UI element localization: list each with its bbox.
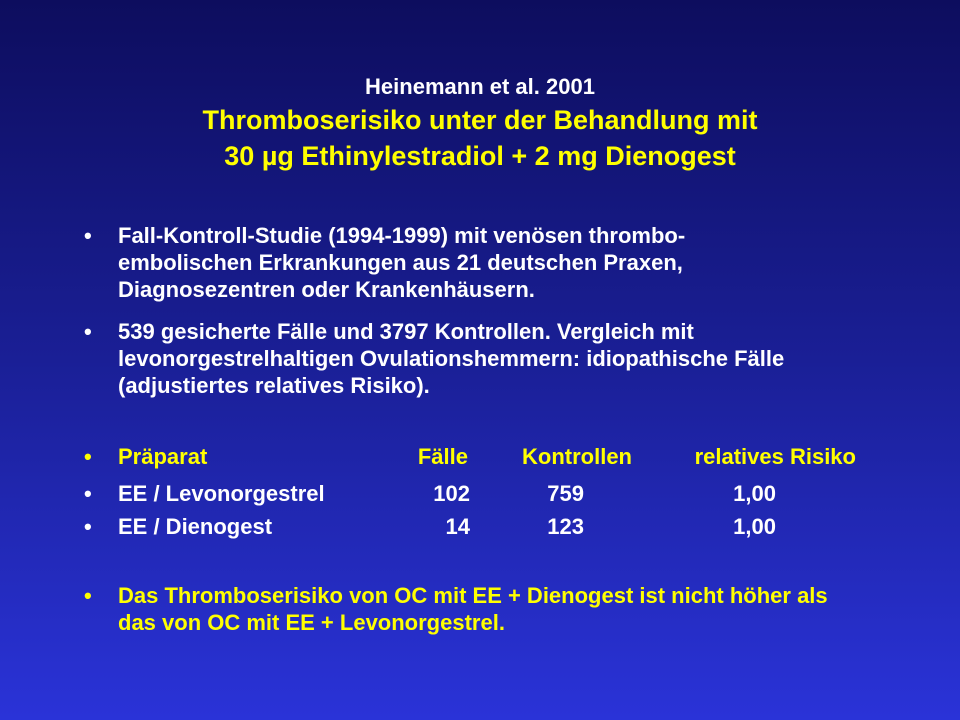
cell-kontrollen: 759 <box>547 481 584 506</box>
table-row <box>84 512 884 542</box>
bullet-text: 539 gesicherte Fälle und 3797 Kontrollen. Vergleich mit levonorgestrelhaltigen Ovulationshemmern: idiopathische Fälle (adjustiertes relatives Risiko). <box>118 319 785 398</box>
bullet-dot: • <box>84 223 92 248</box>
title-block <box>0 72 960 174</box>
title-author: Heinemann et al. 2001 <box>365 74 595 99</box>
table-header-row <box>84 442 884 472</box>
bullet-text: Fall-Kontroll-Studie (1994-1999) mit venösen thrombo-embolischen Erkrankungen aus 21 deutschen Praxen, Diagnosezentren oder Krankenhäusern. <box>118 223 686 302</box>
bullet-conclusion <box>84 582 884 636</box>
cell-praeparat: EE / Dienogest <box>118 514 273 539</box>
cell-relatives-risiko: 1,00 <box>733 481 776 506</box>
header-praeparat: Präparat <box>118 444 208 469</box>
cell-relatives-risiko: 1,00 <box>733 514 776 539</box>
cell-kontrollen: 123 <box>547 514 584 539</box>
bullet-dot: • <box>84 481 92 506</box>
cell-faelle: 102 <box>433 481 470 506</box>
bullet-dot: • <box>84 319 92 344</box>
header-relatives-risiko: relatives Risiko <box>694 444 856 469</box>
bullet-dot: • <box>84 583 92 608</box>
conclusion-text: Das Thromboserisiko von OC mit EE + Dienogest ist nicht höher als das von OC mit EE + Levonorgestrel. <box>118 583 828 635</box>
title-line-2: 30 µg Ethinylestradiol + 2 mg Dienogest <box>224 141 736 171</box>
cell-praeparat: EE / Levonorgestrel <box>118 481 325 506</box>
header-faelle: Fälle <box>417 444 468 469</box>
bullet-dot: • <box>84 444 92 469</box>
bullet-cases <box>84 318 884 399</box>
cell-faelle: 14 <box>445 514 470 539</box>
table-row <box>84 479 884 509</box>
title-line-1: Thromboserisiko unter der Behandlung mit <box>202 105 758 135</box>
bullet-dot: • <box>84 514 92 539</box>
bullet-study-design <box>84 222 884 303</box>
header-kontrollen: Kontrollen <box>522 444 632 469</box>
